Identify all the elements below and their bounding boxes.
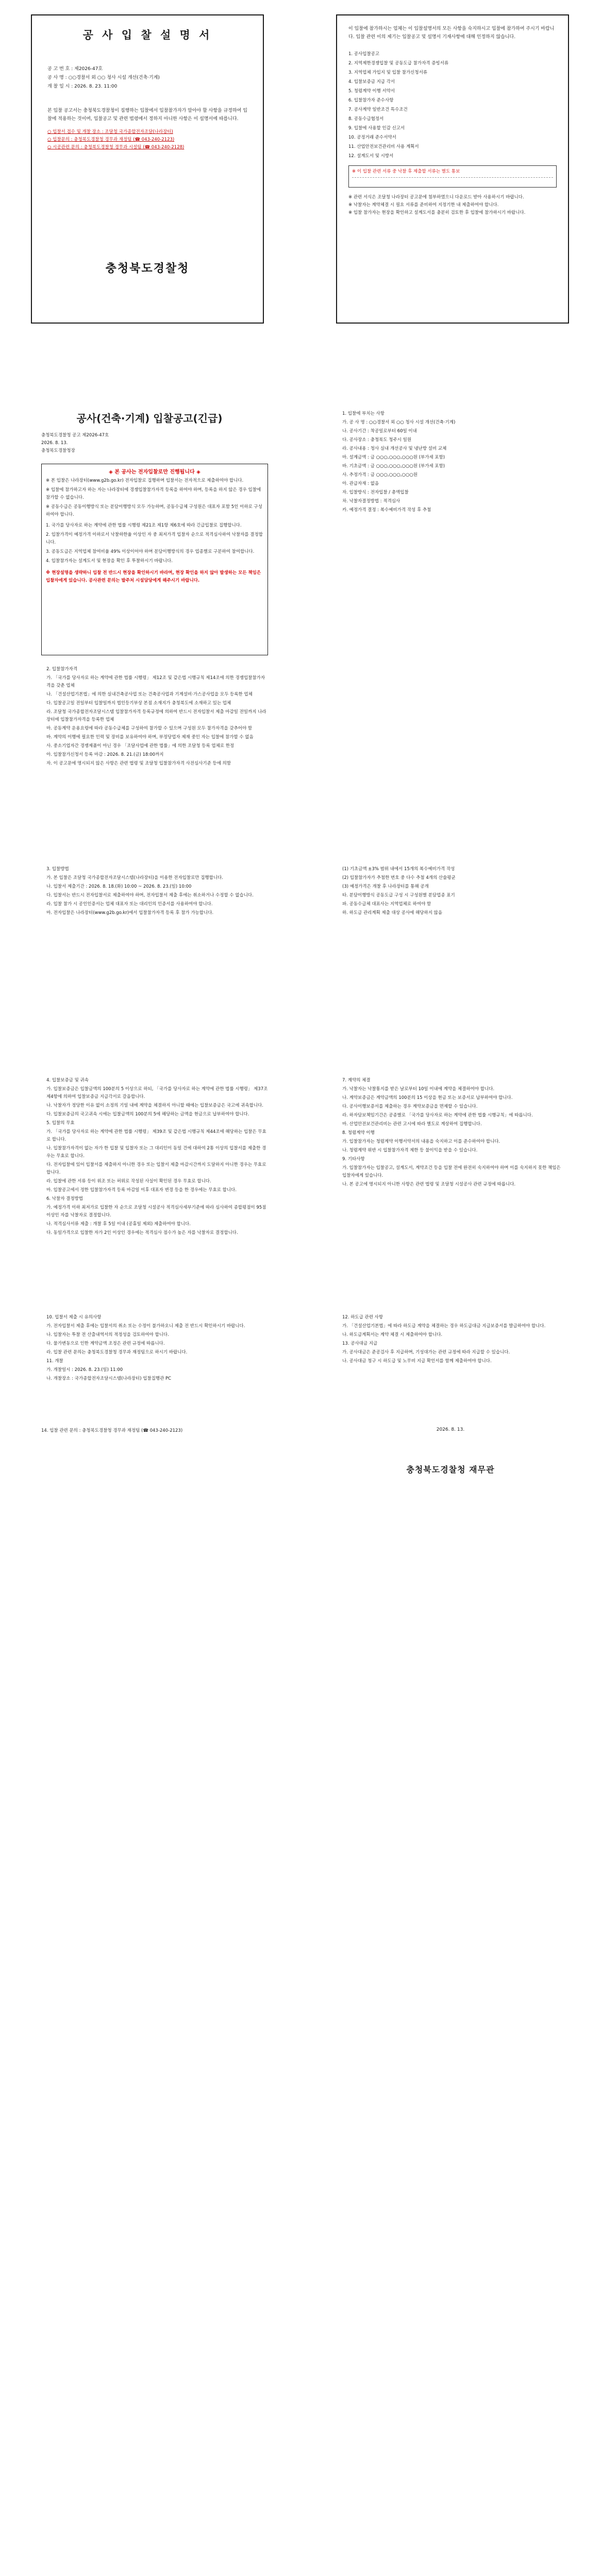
notice-right-more	[337, 866, 564, 918]
notice-mid-left-line: 4. 입찰보증금 및 귀속	[46, 1078, 89, 1083]
toc-note: ※ 관련 서식은 조달청 나라장터 공고문에 첨부하였으니 다운로드 받아 사용하시기 바랍니다.	[348, 195, 524, 200]
redbox-warning: ※ 현장설명을 생략하니 입찰 전 반드시 현장을 확인하시기 바라며, 현장 확인을 하지 않아 발생하는 모든 책임은 입찰자에게 있습니다. 공사관련 문의는 발주처 시설담당에게 해주시기 바랍니다.	[46, 570, 261, 583]
toc-note: ※ 입찰 참가자는 현장을 확인하고 설계도서를 충분히 검토한 후 입찰에 참가하시기 바랍니다.	[348, 210, 526, 215]
notice-bottom-right	[337, 1314, 564, 1366]
cover-intro: 본 입찰 공고서는 충청북도경찰청이 집행하는 입찰에서 입찰참가자가 알아야 할 사항을 규정하여 입찰에 적용하는 것이며, 입찰공고 및 관련 법령에서 정하지 아니한 사항은 이 설명서에 따릅니다.	[47, 108, 247, 122]
notice-left-line: 자. 이 공고문에 명시되지 않은 사항은 관련 법령 및 조달청 입찰참가자격 사전심사기준 등에 의함	[46, 761, 231, 766]
notice-left-more-line: 라. 입찰 참가 시 공인인증서는 업체 대표자 또는 대리인의 인증서를 사용하여야 합니다.	[46, 902, 213, 907]
notice-bottom-left-line: 나. 입찰자는 투찰 전 산출내역서의 적정성을 검토하여야 합니다.	[46, 1332, 169, 1337]
notice-mid-left-line: 나. 적격심사서류 제출 : 개찰 후 5일 이내 (공휴일 제외) 제출하여야 합니다.	[46, 1222, 191, 1227]
notice-mid-left	[41, 1077, 268, 1238]
toc-note: ※ 낙찰자는 계약체결 시 필요 서류를 준비하여 지정기한 내 제출하여야 합니다.	[348, 202, 499, 208]
notice-right-col	[337, 410, 564, 515]
notice-left-line: 아. 입찰참가신청서 등록 마감 : 2026. 8. 21.(금) 18:00까지	[46, 752, 164, 757]
notice-redbox: ◈ 본 공사는 전자입찰로만 진행됩니다 ◈ ※ 본 입찰은 나라장터(www.g2b.go.kr) 전자입찰로 집행하며 입찰서는 전자적으로 제출하여야 합니다. ※ 입찰에 참가하고자 하는 자는 나라장터에 경쟁입찰참가자격 등록을 하여야 하며, 등록을 하지 않은 경우 입찰에 참가할 수 없습니다. ※ 공동수급은 공동이행방식 또는 분담이행방식 모두 가능하며, 공동수급체 구성원은 대표자 포함 5인 이하로 구성하여야 합니다. 1. 국가를 당사자로 하는 계약에 관한 법률 시행령 제21조 제1항 제6호에 따라 긴급입찰로 집행합니다. 2. 입찰가격이 예정가격 이하로서 낙찰하한율 이상인 자 중 최저가격 입찰자 순으로 적격심사하여 낙찰자를 결정합니다. 3. 공동도급은 지역업체 참여비율 49% 이상이어야 하며 분담이행방식의 경우 업종별로 구분하여 참여합니다. 4. 입찰참가자는 설계도서 및 현장을 확인 후 투찰하시기 바랍니다. ※ 현장설명을 생략하니 입찰 전 반드시 현장을 확인하시기 바라며, 현장 확인을 하지 않아 발생하는 모든 책임은 입찰자에게 있습니다. 공사관련 문의는 발주처 시설담당에게 해주시기 바랍니다.	[41, 464, 268, 655]
notice-left-line: 라. 조달청 국가종합전자조달시스템 입찰참가자격 등록규정에 의하여 반드시 전자입찰서 제출 마감일 전일까지 나라장터에 입찰참가자격을 등록한 업체	[46, 709, 266, 722]
toc-item: 8. 공동수급협정서	[348, 116, 384, 122]
notice-right-line: 차. 낙찰자결정방법 : 적격심사	[342, 499, 400, 504]
toc-item: 10. 공정거래 준수서약서	[348, 135, 396, 140]
notice-mid-right-line: 가. 입찰참가자는 입찰공고, 설계도서, 계약조건 등을 입찰 전에 완전히 숙지하여야 하며 이를 숙지하지 못한 책임은 입찰자에게 있습니다.	[342, 1165, 561, 1178]
notice-mid-right-line: 다. 공사이행보증서를 제출하는 경우 계약보증금을 면제할 수 있습니다.	[342, 1104, 478, 1109]
notice-right-more-line: 파. 공동수급체 대표사는 지역업체로 하여야 함	[342, 902, 431, 907]
notice-right-line: 다. 공사장소 : 충청북도 청주시 일원	[342, 437, 412, 443]
toc-item: 4. 입찰보증금 지급 각서	[348, 79, 395, 84]
toc-item: 9. 입찰에 사용할 인감 신고서	[348, 126, 405, 131]
notice-bottom-left-line: 11. 개찰	[46, 1359, 63, 1364]
notice-right-more-line: 하. 하도급 관리계획 제출 대상 공사에 해당하지 않음	[342, 910, 443, 916]
notice-mid-left-line: 라. 입찰에 관한 서류 등이 위조 또는 허위로 작성된 사실이 확인된 경우 무효로 합니다.	[46, 1179, 211, 1184]
notice-left-more-line: 3. 입찰방법	[46, 867, 69, 872]
notice-left-more	[41, 866, 268, 918]
toc-item: 11. 산업안전보건관리비 사용 계획서	[348, 144, 419, 149]
notice-left-more-line: 다. 입찰서는 반드시 전자입찰서로 제출하여야 하며, 전자입찰서 제출 후에는 취소하거나 수정할 수 없습니다.	[46, 893, 254, 898]
notice-mid-right-line: 가. 입찰참가자는 청렴계약 이행서약서의 내용을 숙지하고 이를 준수하여야 합니다.	[342, 1139, 500, 1144]
notice-right-line: 카. 예정가격 결정 : 복수예비가격 작성 후 추첨	[342, 507, 431, 513]
notice-right-more-line: 타. 분담이행방식 공동도급 구성 시 구성원별 분담업종 표기	[342, 893, 455, 898]
notice-bottom-right-line: 나. 하도급계획서는 계약 체결 시 제출하여야 합니다.	[342, 1332, 443, 1337]
notice-bottom-right-line: 13. 공사대금 지급	[342, 1341, 378, 1346]
notice-right-more-line: (3) 예정가격은 개찰 후 나라장터를 통해 공개	[342, 884, 429, 889]
toc-item: 2. 지역제한경쟁입찰 및 공동도급 참가자격 증빙서류	[348, 61, 449, 66]
notice-mid-right-line: 7. 계약의 체결	[342, 1078, 371, 1083]
notice-left-more-line: 나. 입찰서 제출기간 : 2026. 8. 18.(화) 10:00 ~ 2026. 8. 23.(일) 10:00	[46, 884, 192, 889]
notice-mid-left-line: 가. 입찰보증금은 입찰금액의 100분의 5 이상으로 하되, 「국가를 당사자로 하는 계약에 관한 법률 시행령」 제37조 제4항에 의하여 입찰보증금 지급각서로 갈음합니다.	[46, 1087, 268, 1099]
toc-list	[348, 50, 557, 160]
redbox-line: ※ 입찰에 참가하고자 하는 자는 나라장터에 경쟁입찰참가자격 등록을 하여야 하며, 등록을 하지 않은 경우 입찰에 참가할 수 없습니다.	[46, 487, 261, 500]
notice-left-line: 마. 공동계약 운용요령에 따라 공동수급체를 구성하여 참가할 수 있으며 구성원 모두 참가자격을 갖추어야 함	[46, 726, 253, 731]
toc-highlight: ※ 이 입찰 관련 서류 중 낙찰 후 제출할 서류는 별도 통보	[348, 165, 557, 188]
redbox-item: 2. 입찰가격이 예정가격 이하로서 낙찰하한율 이상인 자 중 최저가격 입찰자 순으로 적격심사하여 낙찰자를 결정합니다.	[46, 532, 263, 545]
redbox-line: ※ 공동수급은 공동이행방식 또는 분담이행방식 모두 가능하며, 공동수급체 구성원은 대표자 포함 5인 이하로 구성하여야 합니다.	[46, 504, 262, 517]
toc-item: 5. 청렴계약 이행 서약서	[348, 89, 395, 94]
cover-meta	[47, 65, 247, 91]
notice-right-line: 마. 설계금액 : 금 ○○○,○○○,○○○원 (부가세 포함)	[342, 455, 445, 460]
notice-left-line: 가. 「국가를 당사자로 하는 계약에 관한 법률 시행령」 제12조 및 같은법 시행규칙 제14조에 의한 경쟁입찰참가자격을 갖춘 업체	[46, 675, 265, 688]
notice-right-line: 사. 추정가격 : 금 ○○○,○○○,○○○원	[342, 472, 418, 478]
notice-left-line: 나. 「건설산업기본법」에 의한 실내건축공사업 또는 건축공사업과 기계설비·가스공사업을 모두 등록한 업체	[46, 692, 253, 697]
notice-bottom-left-line: 가. 개찰일시 : 2026. 8. 23.(일) 11:00	[46, 1367, 123, 1372]
notice-mid-right-line: 가. 낙찰자는 낙찰통지를 받은 날로부터 10일 이내에 계약을 체결하여야 합니다.	[342, 1087, 495, 1092]
notice-mid-left-line: 6. 낙찰자 결정방법	[46, 1196, 83, 1201]
notice-sub: 충청북도경찰청 공고 제2026-47호 2026. 8. 13. 충청북도경찰청장	[41, 433, 109, 453]
notice-right-line: 라. 공사내용 : 청사 실내 개선공사 및 냉난방 설비 교체	[342, 446, 447, 451]
notice-bottom-left-line: 10. 입찰서 제출 시 유의사항	[46, 1315, 102, 1320]
notice-bottom-left-line: 라. 입찰 관련 문의는 충청북도경찰청 경무과 재정팀으로 하시기 바랍니다.	[46, 1350, 188, 1355]
cover-page	[31, 14, 264, 324]
notice-right-line: 1. 입찰에 부치는 사항	[342, 411, 384, 416]
redbox-item: 1. 국가를 당사자로 하는 계약에 관한 법률 시행령 제21조 제1항 제6호에 따라 긴급입찰로 집행합니다.	[46, 523, 242, 528]
toc-item: 1. 공사입찰공고	[348, 52, 380, 57]
notice-mid-left-line: 5. 입찰의 무효	[46, 1121, 75, 1126]
cover-meta-row: 공 고 번 호 : 제2026-47호	[47, 66, 103, 72]
notice-bottom-right-line: 가. 공사대금은 준공검사 후 지급하며, 기성대가는 관련 규정에 따라 지급할 수 있습니다.	[342, 1350, 510, 1355]
notice-left-more-line: 마. 전자입찰은 나라장터(www.g2b.go.kr)에서 입찰참가자격 등록 후 참가 가능합니다.	[46, 910, 214, 916]
notice-mid-left-line: 마. 입찰공고에서 정한 입찰참가자격 등록 마감일 이후 대표자 변경 등을 한 경우에는 무효로 합니다.	[46, 1188, 237, 1193]
notice-mid-left-line: 다. 동일가격으로 입찰한 자가 2인 이상인 경우에는 적격심사 점수가 높은 자를 낙찰자로 결정합니다.	[46, 1230, 238, 1235]
cover-bullet: ○ 입찰서 접수 및 개찰 장소 : 조달청 국가종합전자조달(나라장터)	[47, 129, 173, 134]
notice-mid-right-line: 마. 산업안전보건관리비는 관련 고시에 따라 별도로 계상하여 집행합니다.	[342, 1122, 482, 1127]
notice-right-line: 가. 공 사 명 : ○○경찰서 외 ○○ 청사 시설 개선(건축·기계)	[342, 420, 456, 425]
notice-contact: 14. 입찰 관련 문의 : 충청북도경찰청 경무과 재정팀 (☎ 043-240-2123)	[41, 1428, 183, 1433]
toc-page	[336, 14, 569, 324]
notice-right-line: 자. 입찰방식 : 전자입찰 / 총액입찰	[342, 490, 409, 495]
notice-left-line: 2. 입찰참가자격	[46, 667, 78, 672]
notice-bottom-left-line: 다. 물가변동으로 인한 계약금액 조정은 관련 규정에 따릅니다.	[46, 1341, 165, 1346]
notice-bottom-left	[41, 1314, 268, 1384]
notice-mid-right-line: 나. 계약보증금은 계약금액의 100분의 15 이상을 현금 또는 보증서로 납부하여야 합니다.	[342, 1095, 513, 1100]
toc-item: 3. 지역업체 가입지 및 입찰 참가신청서류	[348, 70, 427, 75]
notice-mid-left-line: 나. 낙찰자가 정당한 이유 없이 소정의 기일 내에 계약을 체결하지 아니할 때에는 입찰보증금은 국고에 귀속합니다.	[46, 1103, 263, 1108]
notice-left-line: 다. 입찰공고일 전일부터 입찰일까지 법인등기부상 본점 소재지가 충청북도에 소재하고 있는 업체	[46, 701, 231, 706]
notice-left-line: 사. 중소기업자간 경쟁제품이 아닌 경우 「조달사업에 관한 법률」에 의한 조달청 등록 업체로 한정	[46, 743, 235, 749]
notice-bottom-right-line: 나. 공사대금 청구 시 하도급 및 노무비 지급 확인서를 함께 제출하여야 합니다.	[342, 1359, 492, 1364]
notice-bottom-left-line: 가. 전자입찰서 제출 후에는 입찰서의 취소 또는 수정이 불가하오니 제출 전 반드시 확인하시기 바랍니다.	[46, 1324, 245, 1329]
redbox-item: 4. 입찰참가자는 설계도서 및 현장을 확인 후 투찰하시기 바랍니다.	[46, 558, 173, 564]
notice-mid-right-line: 나. 본 공고에 명시되지 아니한 사항은 관련 법령 및 조달청 시설공사 관련 규정에 따릅니다.	[342, 1182, 516, 1187]
notice-mid-left-line: 가. 「국가를 당사자로 하는 계약에 관한 법률 시행령」 제39조 및 같은법 시행규칙 제44조에 해당하는 입찰은 무효로 합니다.	[46, 1129, 266, 1142]
notice-left-line: 바. 계약의 이행에 필요한 인력 및 장비를 보유하여야 하며, 부정당업자 제재 중인 자는 입찰에 참가할 수 없음	[46, 735, 254, 740]
notice-right-line: 나. 공사기간 : 착공일로부터 60일 이내	[342, 429, 417, 434]
notice-bottom-left-line: 나. 개찰장소 : 국가종합전자조달시스템(나라장터) 입찰집행관 PC	[46, 1376, 172, 1381]
toc-item: 7. 공사계약 일반조건 특수조건	[348, 107, 408, 112]
cover-org: 충청북도경찰청	[105, 262, 190, 275]
notice-right-more-line: (2) 입찰참가자가 추첨한 번호 중 다수 추첨 4개의 산술평균	[342, 875, 456, 880]
toc-intro: 이 입찰에 참가하시는 업체는 이 입찰설명서의 모든 사항을 숙지하시고 입찰에 참가하여 주시기 바랍니다. 입찰 관련 이의 제기는 입찰공고 및 설명서 기재사항에 대해 인정하지 않습니다.	[348, 26, 555, 40]
cover-bullet: ○ 입찰문의 : 충청북도경찰청 경무과 재정팀 (☎ 043-240-2123)	[47, 137, 175, 142]
notice-left-col	[41, 666, 268, 769]
redbox-line: ※ 본 입찰은 나라장터(www.g2b.go.kr) 전자입찰로 집행하며 입찰서는 전자적으로 제출하여야 합니다.	[46, 478, 244, 483]
notice-page	[31, 402, 572, 1535]
notice-bottom-right-line: 12. 하도급 관련 사항	[342, 1315, 383, 1320]
cover-title: 공 사 입 찰 설 명 서	[82, 29, 212, 41]
notice-mid-left-line: 가. 예정가격 이하 최저가로 입찰한 자 순으로 조달청 시설공사 적격심사세부기준에 따라 심사하여 종합평점이 95점 이상인 자를 낙찰자로 결정합니다.	[46, 1205, 266, 1218]
notice-left-more-line: 가. 본 입찰은 조달청 국가종합전자조달시스템(나라장터)을 이용한 전자입찰로만 집행합니다.	[46, 875, 223, 880]
notice-mid-right-line: 라. 하자담보책임기간은 공종별로 「국가를 당사자로 하는 계약에 관한 법률 시행규칙」에 따릅니다.	[342, 1113, 533, 1118]
cover-meta-row: 공 사 명 : ○○경찰서 외 ○○ 청사 시설 개선(건축·기계)	[47, 75, 160, 80]
notice-mid-right-line: 8. 청렴계약 이행	[342, 1130, 375, 1136]
toc-item: 6. 입찰참가자 준수사항	[348, 98, 394, 103]
toc-notes	[348, 194, 557, 217]
notice-mid-right-line: 나. 청렴계약 위반 시 입찰참가자격 제한 등 불이익을 받을 수 있습니다.	[342, 1148, 478, 1153]
notice-org: 충청북도경찰청 재무관	[406, 1465, 495, 1475]
cover-meta-row: 개 찰 일 시 : 2026. 8. 23. 11:00	[47, 84, 118, 89]
notice-right-more-line: (1) 기초금액 ±3% 범위 내에서 15개의 복수예비가격 작성	[342, 867, 455, 872]
notice-mid-left-line: 다. 입찰보증금의 국고귀속 시에는 입찰금액의 100분의 5에 해당하는 금액을 현금으로 납부하여야 합니다.	[46, 1112, 249, 1117]
notice-mid-left-line: 나. 입찰참가자격이 없는 자가 한 입찰 및 입찰자 또는 그 대리인이 동일 건에 대하여 2통 이상의 입찰서를 제출한 경우는 무효로 합니다.	[46, 1146, 266, 1159]
notice-mid-right-line: 9. 기타사항	[342, 1157, 365, 1162]
cover-bullet: ○ 시공관련 문의 : 충청북도경찰청 경무과 시설팀 (☎ 043-240-2128)	[47, 145, 185, 150]
notice-bottom-right-line: 가. 「건설산업기본법」에 따라 하도급 계약을 체결하는 경우 하도급대금 지급보증서를 발급하여야 합니다.	[342, 1324, 546, 1329]
redbox-item: 3. 공동도급은 지역업체 참여비율 49% 이상이어야 하며 분담이행방식의 경우 업종별로 구분하여 참여합니다.	[46, 549, 255, 554]
notice-title: 공사(건축·기계) 입찰공고(긴급)	[76, 412, 223, 425]
notice-mid-right	[337, 1077, 564, 1190]
notice-mid-left-line: 다. 전자입찰에 있어 입찰서를 제출하지 아니한 경우 또는 입찰서 제출 마감시간까지 도달하지 아니한 경우는 무효로 합니다.	[46, 1162, 266, 1175]
notice-right-line: 바. 기초금액 : 금 ○○○,○○○,○○○원 (부가세 포함)	[342, 464, 445, 469]
toc-item: 12. 설계도서 및 시방서	[348, 154, 394, 159]
notice-right-line: 아. 관급자재 : 없음	[342, 481, 379, 486]
notice-date: 2026. 8. 13.	[436, 1427, 465, 1432]
